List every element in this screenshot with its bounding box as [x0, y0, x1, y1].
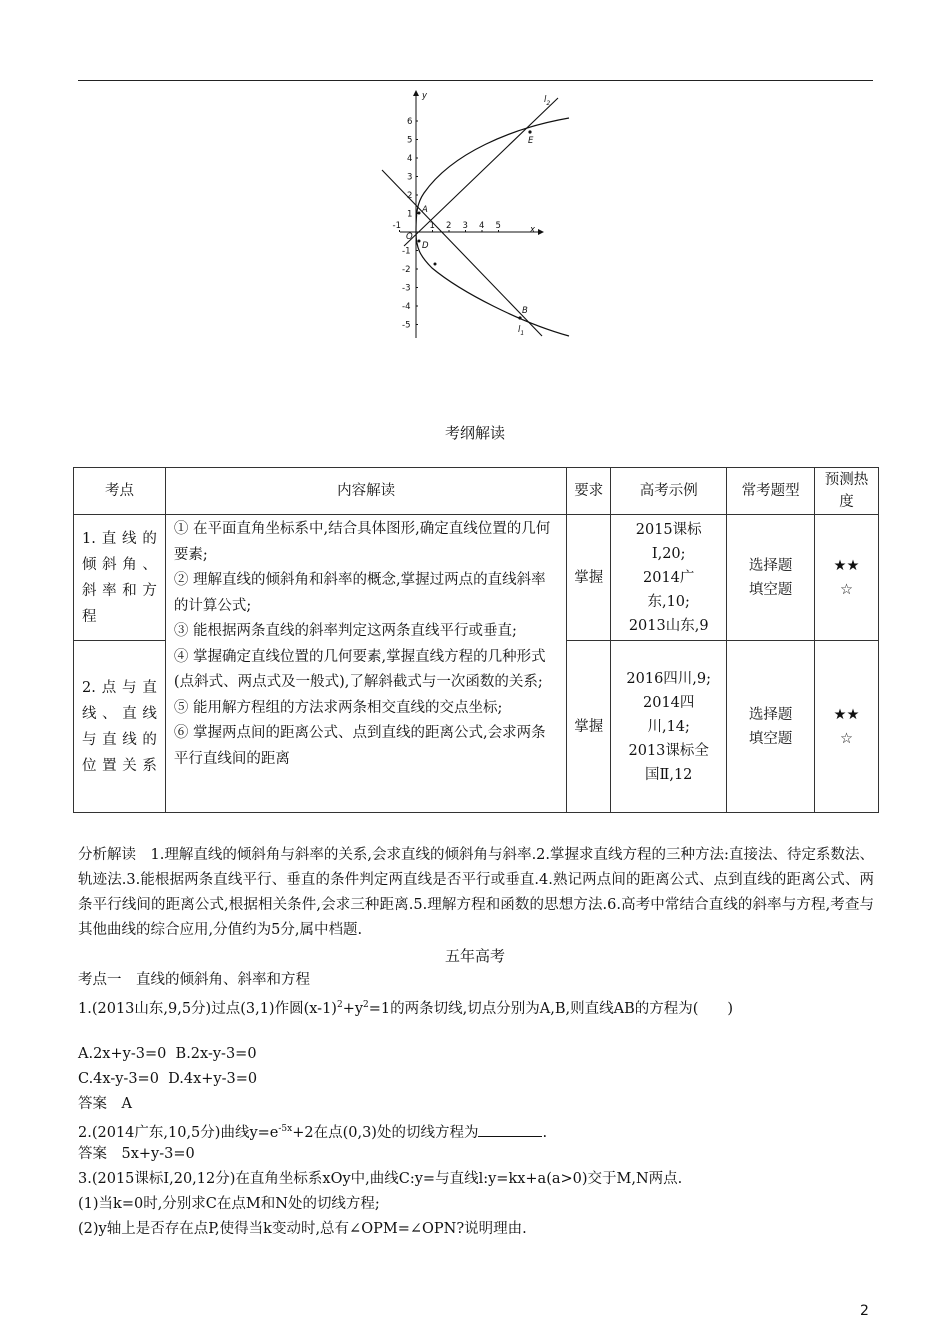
question-2: 2.(2014广东,10,5分)曲线$y=e^{-5x}+2$在点(0,3)处的切线方程为 . [78, 1118, 547, 1144]
q1-options-ab: A.2x+y-3=0 B.2x-y-3=0 [78, 1046, 257, 1062]
x-axis-label: x [530, 225, 536, 235]
y-tick-label: 2 [407, 191, 413, 201]
content-cell [165, 515, 566, 813]
x-tick-label: 2 [446, 221, 452, 231]
header-rule [78, 80, 873, 81]
point-A-dot [418, 212, 421, 215]
content-item-5: ⑤ 能用解方程组的方法求两条相交直线的交点坐标; [173, 699, 503, 716]
x-tick-label: -1 [392, 221, 401, 231]
x-axis-arrow [538, 229, 544, 235]
x-tick-label: 1 [429, 221, 435, 231]
question-3: 3.(2015课标Ⅰ,20,12分)在直角坐标系xOy中,曲线C:y=与直线l:y=kx+a(a>0)交于M,N两点. [78, 1171, 683, 1187]
row2-req: 掌握 [567, 641, 611, 813]
content-item-6: ⑥ 掌握两点间的距离公式、点到直线的距离公式,会求两条平行直线间的距离 [173, 725, 546, 767]
header-yaoqiu: 要求 [567, 468, 611, 515]
line-l2-label: $l_2$ [544, 95, 551, 107]
coordinate-figure [362, 88, 582, 343]
curve [416, 118, 569, 336]
q3-part-1: (1)当k=0时,分别求C在点M和N处的切线方程; [78, 1196, 380, 1212]
row1-types: 选择题 填空题 [727, 515, 815, 641]
y-tick-label: -3 [402, 283, 411, 294]
x-tick-label: 3 [462, 221, 468, 231]
content-item-3: ③ 能根据两条直线的斜率判定这两条直线平行或垂直; [173, 623, 517, 639]
kaodian-heading: 考点一 直线的倾斜角、斜率和方程 [78, 972, 310, 988]
y-tick-label: -4 [402, 302, 411, 312]
outline-title: 考纲解读 [444, 424, 505, 442]
y-axis-label: y [422, 91, 428, 101]
content-item-2: ② 理解直线的倾斜角和斜率的概念,掌握过两点的直线斜率的计算公式; [173, 572, 546, 614]
table-row [74, 515, 879, 641]
q1-answer: 答案 A [78, 1096, 132, 1112]
x-tick-label: 5 [495, 221, 501, 231]
curve-dot [434, 263, 437, 266]
row2-types: 选择题 填空题 [727, 641, 815, 813]
y-tick-label: -2 [402, 265, 411, 275]
y-tick-label: 3 [407, 172, 413, 183]
line-l1-label: $l_1$ [518, 325, 525, 337]
point-D-dot [418, 240, 421, 243]
table-header-row [74, 468, 879, 515]
content-item-4: ④ 掌握确定直线位置的几何要素,掌握直线方程的几种形式(点斜式、两点式及一般式),了解斜截式与一次函数的关系; [173, 648, 546, 690]
point-B-label: B [522, 306, 528, 316]
outline-table [73, 467, 879, 813]
section-title: 五年高考 [444, 947, 505, 965]
point-D-label: D [422, 241, 429, 251]
header-shili: 高考示例 [611, 468, 727, 515]
header-kaodian: 考点 [74, 468, 166, 515]
header-tixing: 常考题型 [727, 468, 815, 515]
row2-kaodian: 2.点与直 线、直线 与直线的 位置关系 [74, 641, 166, 813]
y-axis-arrow [413, 90, 419, 96]
row1-req: 掌握 [567, 515, 611, 641]
answer-blank[interactable] [478, 1122, 542, 1137]
row2-examples: 2016四川,9; 2014四 川,14; 2013课标全 国Ⅱ,12 [611, 641, 727, 813]
page-number: 2 [860, 1303, 869, 1319]
y-tick-label: 1 [407, 209, 413, 220]
row1-examples: 2015课标 Ⅰ,20; 2014广 东,10; 2013山东,9 [611, 515, 727, 641]
y-tick-label: 6 [407, 117, 413, 127]
analysis-paragraph: 分析解读 1.理解直线的倾斜角与斜率的关系,会求直线的倾斜角与斜率.2.掌握求直线方程的三种方法:直接法、待定系数法、轨迹法.3.能根据两条直线平行、垂直的条件判定两直线是否平行或垂直.4.熟记两点间的距离公式、点到直线的距离公式、两条平行线间的距离公式,根据相关条件,会求三种距离.5.理解方程和函数的思想方法.6.高考中常结合直线的斜率与方程,考查与其他曲线的综合应用,分值约为5分,属中档题. [78, 847, 874, 938]
point-B-dot [518, 316, 521, 319]
header-redu: 预测热度 [815, 468, 879, 515]
content-item-1: ① 在平面直角坐标系中,结合具体图形,确定直线位置的几何要素; [173, 521, 551, 563]
row2-heat: ★★ ☆ [815, 641, 879, 813]
origin-label: O [406, 232, 413, 242]
y-tick-label: -5 [402, 320, 411, 331]
q3-part-2: (2)y轴上是否存在点P,使得当k变动时,总有∠OPM=∠OPN?说明理由. [78, 1221, 527, 1237]
q1-options-cd: C.4x-y-3=0 D.4x+y-3=0 [78, 1071, 258, 1087]
q2-answer: 答案 5x+y-3=0 [78, 1146, 195, 1162]
y-tick-label: -1 [402, 246, 411, 257]
y-tick-label: 5 [407, 135, 413, 146]
point-A-label: A [422, 205, 428, 215]
header-neirong: 内容解读 [165, 468, 566, 515]
row1-kaodian: 1.直线的 倾斜角、 斜率和方 程 [74, 515, 166, 641]
x-tick-label: 4 [479, 221, 485, 231]
point-E-dot [528, 130, 531, 133]
row1-heat: ★★ ☆ [815, 515, 879, 641]
point-E-label: E [528, 136, 534, 146]
y-tick-label: 4 [407, 154, 413, 164]
question-1: 1.(2013山东,9,5分)过点(3,1)作圆$(x-1)^2+y^2=1$的两条切线,切点分别为A,B,则直线AB的方程为( ) [78, 1000, 734, 1017]
